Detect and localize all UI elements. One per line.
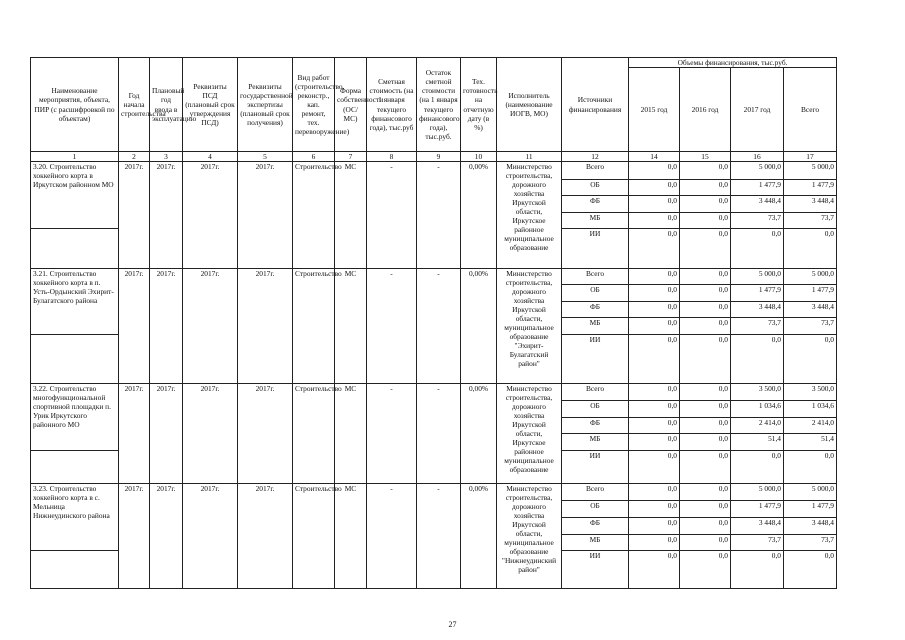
start-year: 2017г.: [119, 484, 150, 589]
header-name: Наименование мероприятия, объекта, ПИР (с расшифровкой по объектам): [31, 58, 119, 152]
column-number: 16: [731, 152, 784, 162]
funding-source: МБ: [562, 213, 629, 229]
funding-2015: 0,0: [629, 484, 680, 501]
funding-total: 0,0: [784, 451, 837, 484]
work-type: Строительство: [293, 269, 335, 384]
readiness: 0,00%: [461, 484, 497, 589]
expertise-date: 2017г.: [238, 162, 293, 269]
funding-source: ИИ: [562, 551, 629, 589]
header-sources: Источники финансирования: [562, 58, 629, 152]
funding-total: 3 500,0: [784, 384, 837, 401]
psd-date: 2017г.: [183, 484, 238, 589]
funding-2015: 0,0: [629, 335, 680, 384]
empty-cell: [31, 335, 119, 384]
funding-source: Всего: [562, 269, 629, 285]
table-row: [31, 484, 837, 501]
column-number: 2: [119, 152, 150, 162]
funding-2017: 3 448,4: [731, 518, 784, 535]
header-plan-year: Плановый год ввода в эксплуатацию: [150, 58, 183, 152]
executor: Министерство строительства, дорожного хозяйства Иркутской области, муниципальное образование "Нижнеудинский район": [497, 484, 562, 589]
ownership: МС: [335, 269, 367, 384]
funding-2017: 5 000,0: [731, 269, 784, 285]
funding-total: 73,7: [784, 318, 837, 335]
funding-source: ОБ: [562, 401, 629, 418]
header-remainder: Остаток сметной стоимости (на 1 января текущего финансового года), тыс.руб.: [417, 58, 461, 152]
funding-2017: 73,7: [731, 318, 784, 335]
psd-date: 2017г.: [183, 384, 238, 484]
funding-source: ИИ: [562, 229, 629, 269]
estimated-cost: -: [367, 384, 417, 484]
estimated-cost: -: [367, 484, 417, 589]
funding-2016: 0,0: [680, 434, 731, 451]
funding-2015: 0,0: [629, 285, 680, 302]
plan-year: 2017г.: [150, 384, 183, 484]
funding-2017: 3 448,4: [731, 302, 784, 318]
funding-2016: 0,0: [680, 501, 731, 518]
funding-source: ИИ: [562, 335, 629, 384]
funding-2017: 5 000,0: [731, 162, 784, 180]
funding-2017: 1 477,9: [731, 285, 784, 302]
psd-date: 2017г.: [183, 269, 238, 384]
funding-2017: 0,0: [731, 335, 784, 384]
funding-source: ОБ: [562, 180, 629, 196]
funding-source: ФБ: [562, 518, 629, 535]
ownership: МС: [335, 384, 367, 484]
column-number: 15: [680, 152, 731, 162]
header-year-2016: 2016 год: [680, 68, 731, 152]
funding-source: МБ: [562, 318, 629, 335]
expertise-date: 2017г.: [238, 269, 293, 384]
funding-2015: 0,0: [629, 229, 680, 269]
funding-2016: 0,0: [680, 451, 731, 484]
funding-2015: 0,0: [629, 518, 680, 535]
funding-2015: 0,0: [629, 384, 680, 401]
column-number: 6: [293, 152, 335, 162]
funding-source: Всего: [562, 384, 629, 401]
readiness: 0,00%: [461, 162, 497, 269]
funding-total: 0,0: [784, 229, 837, 269]
column-number: 14: [629, 152, 680, 162]
work-type: Строительство: [293, 162, 335, 269]
funding-2016: 0,0: [680, 335, 731, 384]
funding-2015: 0,0: [629, 501, 680, 518]
funding-source: МБ: [562, 434, 629, 451]
header-executor: Исполнитель (наименование ИОГВ, МО): [497, 58, 562, 152]
header-year-2015: 2015 год: [629, 68, 680, 152]
funding-2015: 0,0: [629, 418, 680, 434]
readiness: 0,00%: [461, 269, 497, 384]
header-start-year: Год начала строительства: [119, 58, 150, 152]
funding-2015: 0,0: [629, 401, 680, 418]
header-readiness: Тех. готовность на отчетную дату (в %): [461, 58, 497, 152]
funding-2016: 0,0: [680, 196, 731, 213]
psd-date: 2017г.: [183, 162, 238, 269]
cost-remainder: -: [417, 269, 461, 384]
start-year: 2017г.: [119, 162, 150, 269]
expertise-date: 2017г.: [238, 484, 293, 589]
funding-source: МБ: [562, 535, 629, 551]
funding-total: 5 000,0: [784, 162, 837, 180]
funding-2017: 0,0: [731, 551, 784, 589]
financing-table: [30, 57, 837, 589]
column-number: 8: [367, 152, 417, 162]
item-name: 3.23. Строительство хоккейного корта в с. Мельница Нижнеудинского района: [31, 484, 119, 551]
executor: Министерство строительства, дорожного хозяйства Иркутской области, муниципальное образование "Эхирит-Булагатский район": [497, 269, 562, 384]
funding-2017: 0,0: [731, 451, 784, 484]
header-cost: Сметная стоимость (на 1 января текущего финансового года), тыс.руб: [367, 58, 417, 152]
work-type: Строительство: [293, 484, 335, 589]
funding-2017: 1 477,9: [731, 180, 784, 196]
ownership: МС: [335, 484, 367, 589]
funding-2016: 0,0: [680, 551, 731, 589]
funding-total: 5 000,0: [784, 269, 837, 285]
funding-2017: 1 477,9: [731, 501, 784, 518]
funding-2016: 0,0: [680, 418, 731, 434]
funding-2016: 0,0: [680, 318, 731, 335]
funding-2016: 0,0: [680, 213, 731, 229]
funding-source: Всего: [562, 484, 629, 501]
empty-cell: [31, 551, 119, 589]
column-number: 5: [238, 152, 293, 162]
funding-source: ИИ: [562, 451, 629, 484]
cost-remainder: -: [417, 484, 461, 589]
funding-2017: 1 034,6: [731, 401, 784, 418]
funding-total: 5 000,0: [784, 484, 837, 501]
funding-total: 51,4: [784, 434, 837, 451]
executor: Министерство строительства, дорожного хозяйства Иркутской области, Иркутское районное муниципальное образование: [497, 162, 562, 269]
funding-2015: 0,0: [629, 180, 680, 196]
funding-2017: 2 414,0: [731, 418, 784, 434]
empty-cell: [31, 229, 119, 269]
item-name: 3.20. Строительство хоккейного корта в Иркутском районном МО: [31, 162, 119, 229]
funding-2016: 0,0: [680, 518, 731, 535]
funding-source: ОБ: [562, 501, 629, 518]
funding-total: 3 448,4: [784, 196, 837, 213]
cost-remainder: -: [417, 162, 461, 269]
table-row: [31, 269, 837, 285]
funding-total: 2 414,0: [784, 418, 837, 434]
plan-year: 2017г.: [150, 269, 183, 384]
column-number: 11: [497, 152, 562, 162]
funding-2015: 0,0: [629, 318, 680, 335]
funding-2015: 0,0: [629, 551, 680, 589]
table-header: [31, 58, 837, 162]
funding-total: 73,7: [784, 535, 837, 551]
funding-2015: 0,0: [629, 302, 680, 318]
empty-cell: [31, 451, 119, 484]
expertise-date: 2017г.: [238, 384, 293, 484]
column-number-row: [31, 152, 837, 162]
funding-2016: 0,0: [680, 302, 731, 318]
funding-2016: 0,0: [680, 285, 731, 302]
funding-2016: 0,0: [680, 401, 731, 418]
column-number: 17: [784, 152, 837, 162]
table-body: [31, 162, 837, 589]
table-row: [31, 162, 837, 180]
funding-2015: 0,0: [629, 451, 680, 484]
funding-2017: 73,7: [731, 535, 784, 551]
funding-total: 0,0: [784, 335, 837, 384]
funding-2017: 73,7: [731, 213, 784, 229]
estimated-cost: -: [367, 269, 417, 384]
header-total: Всего: [784, 68, 837, 152]
start-year: 2017г.: [119, 269, 150, 384]
funding-2017: 3 448,4: [731, 196, 784, 213]
work-type: Строительство: [293, 384, 335, 484]
funding-total: 1 034,6: [784, 401, 837, 418]
page-number: 27: [448, 620, 457, 629]
funding-2015: 0,0: [629, 162, 680, 180]
header-work-type: Вид работ (строительство, реконстр., кап. ремонт, тех. перевооружение): [293, 58, 335, 152]
funding-2017: 5 000,0: [731, 484, 784, 501]
column-number: 9: [417, 152, 461, 162]
table-row: [31, 384, 837, 401]
funding-source: ФБ: [562, 418, 629, 434]
funding-2017: 3 500,0: [731, 384, 784, 401]
plan-year: 2017г.: [150, 484, 183, 589]
funding-total: 1 477,9: [784, 285, 837, 302]
item-name: 3.22. Строительство многофункциональной спортивной площадки п. Урик Иркутского районного МО: [31, 384, 119, 451]
funding-total: 1 477,9: [784, 501, 837, 518]
funding-source: ОБ: [562, 285, 629, 302]
column-number: 3: [150, 152, 183, 162]
funding-2016: 0,0: [680, 384, 731, 401]
column-number: 1: [31, 152, 119, 162]
funding-2017: 51,4: [731, 434, 784, 451]
header-expertise: Реквизиты государственной экспертизы (плановый срок получения): [238, 58, 293, 152]
start-year: 2017г.: [119, 384, 150, 484]
funding-2016: 0,0: [680, 162, 731, 180]
funding-2016: 0,0: [680, 269, 731, 285]
funding-2015: 0,0: [629, 269, 680, 285]
funding-total: 3 448,4: [784, 302, 837, 318]
ownership: МС: [335, 162, 367, 269]
funding-total: 73,7: [784, 213, 837, 229]
funding-source: Всего: [562, 162, 629, 180]
funding-2015: 0,0: [629, 434, 680, 451]
funding-total: 1 477,9: [784, 180, 837, 196]
funding-2016: 0,0: [680, 229, 731, 269]
funding-2015: 0,0: [629, 213, 680, 229]
column-number: 4: [183, 152, 238, 162]
estimated-cost: -: [367, 162, 417, 269]
column-number: 10: [461, 152, 497, 162]
readiness: 0,00%: [461, 384, 497, 484]
executor: Министерство строительства, дорожного хозяйства Иркутской области, Иркутское районное муниципальное образование: [497, 384, 562, 484]
funding-total: 0,0: [784, 551, 837, 589]
item-name: 3.21. Строительство хоккейного корта в п. Усть-Ордынский Эхирит-Булагатского района: [31, 269, 119, 335]
funding-source: ФБ: [562, 302, 629, 318]
funding-2016: 0,0: [680, 484, 731, 501]
funding-source: ФБ: [562, 196, 629, 213]
column-number: 12: [562, 152, 629, 162]
column-number: 7: [335, 152, 367, 162]
cost-remainder: -: [417, 384, 461, 484]
header-ownership: Форма собственности (ОС/МС): [335, 58, 367, 152]
funding-2016: 0,0: [680, 180, 731, 196]
funding-2015: 0,0: [629, 535, 680, 551]
header-funding-group: Объемы финансирования, тыс.руб.: [629, 58, 837, 68]
plan-year: 2017г.: [150, 162, 183, 269]
header-year-2017: 2017 год: [731, 68, 784, 152]
header-psd: Реквизиты ПСД (плановый срок утверждения ПСД): [183, 58, 238, 152]
funding-2016: 0,0: [680, 535, 731, 551]
funding-total: 3 448,4: [784, 518, 837, 535]
funding-2017: 0,0: [731, 229, 784, 269]
funding-2015: 0,0: [629, 196, 680, 213]
